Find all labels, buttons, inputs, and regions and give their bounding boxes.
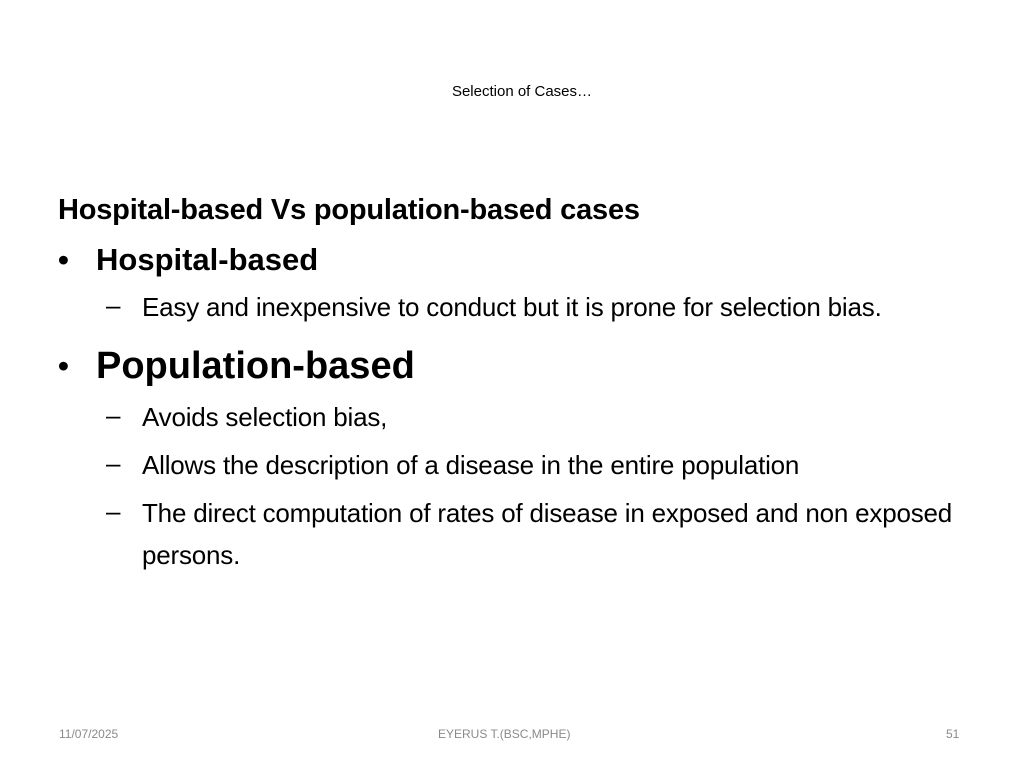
slide-body: [58, 190, 1008, 576]
dash-icon: –: [106, 496, 121, 526]
footer-date: 11/07/2025: [59, 727, 119, 741]
dash-icon: –: [106, 400, 121, 430]
subpoint: [58, 396, 1008, 438]
subpoint: [58, 444, 1008, 486]
subpoint-text: The direct computation of rates of disease in exposed and non exposed persons.: [142, 498, 953, 570]
slide-number: 51: [946, 727, 960, 741]
bullet-label: Population-based: [96, 345, 415, 387]
subpoint-text: Easy and inexpensive to conduct but it is prone for selection bias.: [142, 292, 882, 322]
subpoint: [58, 492, 1008, 576]
subpoint-text: Avoids selection bias,: [142, 402, 388, 432]
bullet-dot-icon: •: [58, 242, 69, 277]
dash-icon: –: [106, 290, 121, 320]
subpoint: [58, 286, 1008, 328]
subpoint-text: Allows the description of a disease in the entire population: [142, 450, 800, 480]
bullet-population-based: [58, 342, 1008, 390]
footer-author: EYERUS T.(BSC,MPHE): [438, 727, 571, 741]
slide-heading: Hospital-based Vs population-based cases: [58, 194, 640, 226]
bullet-hospital-based: [58, 240, 1008, 280]
dash-icon: –: [106, 448, 121, 478]
slide-title: Selection of Cases…: [451, 83, 593, 100]
bullet-label: Hospital-based: [96, 242, 319, 277]
bullet-dot-icon: •: [58, 348, 69, 383]
